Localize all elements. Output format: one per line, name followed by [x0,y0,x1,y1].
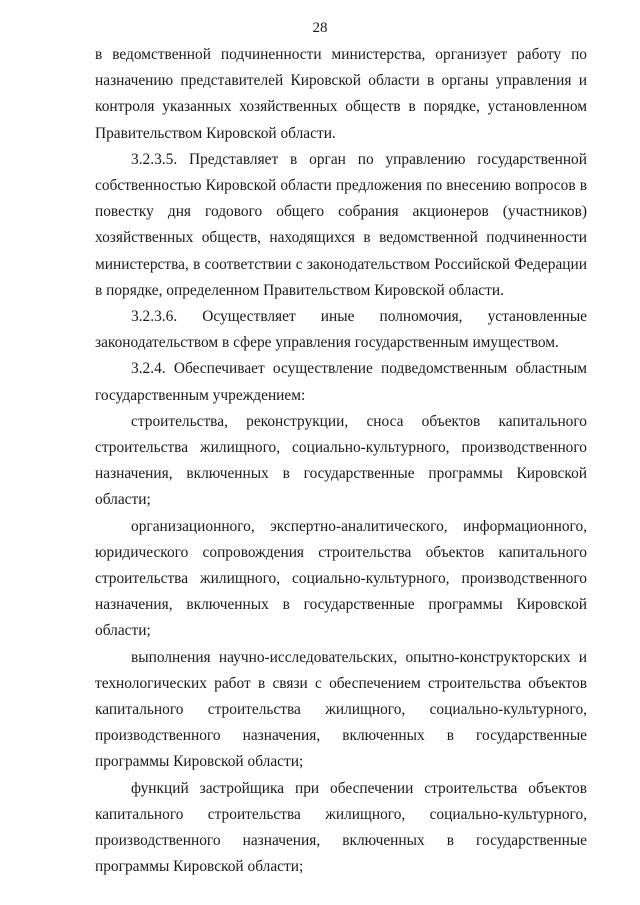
list-item-developer-functions: функций застройщика при обеспечении строительства объектов капитального строительства жилищного, социально-культурного, производственного назначения, включенных в государственные программы Кировской области; [95,779,587,876]
paragraph-continuation: в ведомственной подчиненности министерства, организует работу по назначению представителей Кировской области в органы управления и контроля указанных хозяйственных обществ в порядке, установленном Правительством Кировской области. [95,46,587,142]
document-body [95,42,587,881]
list-item-organizational-support: организационного, экспертно-аналитического, информационного, юридического сопровождения строительства объектов капитального строительства жилищного, социально-культурного, производственного назначения, включенных в государственные программы Кировской области; [95,517,587,640]
paragraph-3-2-4: 3.2.4. Обеспечивает осуществление подведомственным областным государственным учреждением: [95,360,587,404]
paragraph-3-2-3-6: 3.2.3.6. Осуществляет иные полномочия, установленные законодательством в сфере управления государственным имуществом. [95,308,587,352]
list-item-research-works: выполнения научно-исследовательских, опытно-конструкторских и технологических работ в связи с обеспечением строительства объектов капитального строительства жилищного, социально-культурного, производственного назначения, включенных в государственные программы Кировской области; [95,648,587,771]
page-number: 28 [312,20,328,36]
list-item-construction: строительства, реконструкции, сноса объектов капитального строительства жилищного, социально-культурного, производственного назначения, включенных в государственные программы Кировской области; [95,412,587,509]
paragraph-3-2-3-5: 3.2.3.5. Представляет в орган по управлению государственной собственностью Кировской области предложения по внесению вопросов в повестку дня годового общего собрания акционеров (участников) хозяйственных обществ, находящихся в ведомственной подчиненности министерства, в соответствии с законодательством Российской Федерации в порядке, определенном Правительством Кировской области. [95,150,587,299]
